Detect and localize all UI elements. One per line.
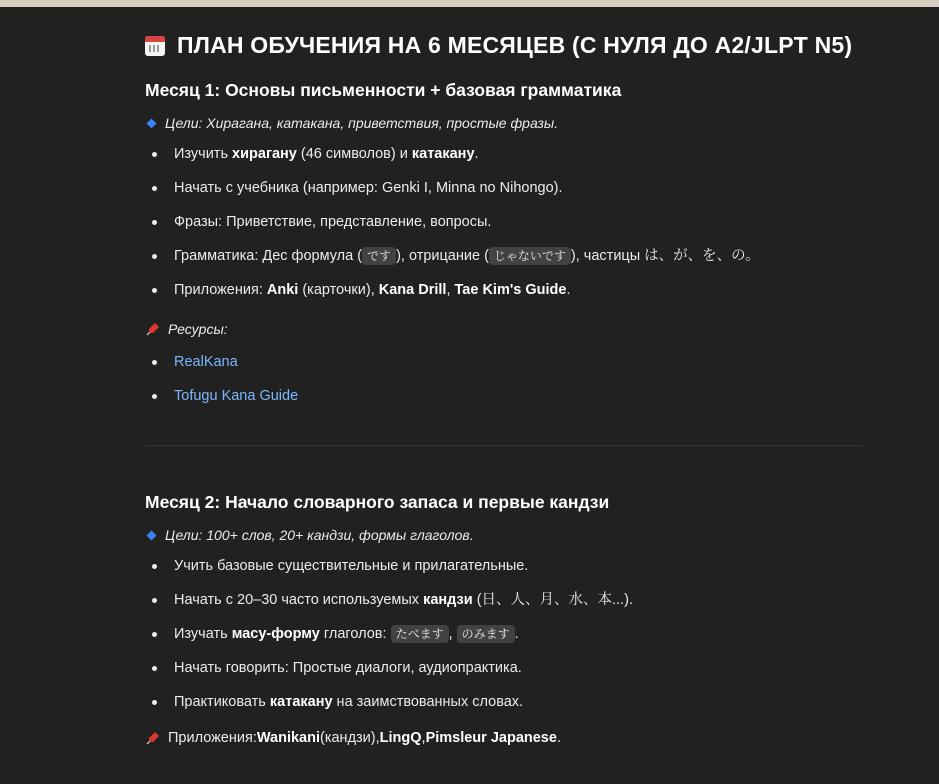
- inline-code: のみます: [457, 625, 515, 643]
- month1-goals: Цели: Хирагана, катакана, приветствия, простые фразы.: [145, 115, 865, 131]
- month1-list: [145, 137, 865, 307]
- section-divider: [145, 445, 863, 446]
- month2-heading: Месяц 2: Начало словарного запаса и первые кандзи: [145, 492, 610, 512]
- list-item: Начать говорить: Простые диалоги, аудиопрактика.: [145, 651, 865, 685]
- inline-code: じゃないです: [489, 247, 571, 265]
- list-item: Грамматика: Дес формула ( です ), отрицание ( じゃないです ), частицы は、が、を、の。: [145, 239, 865, 273]
- window-top-border: [0, 0, 939, 7]
- list-item: Учить базовые существительные и прилагательные.: [145, 549, 865, 583]
- month2-apps: Приложения: Wanikani (кандзи), LingQ , Pimsleur Japanese .: [145, 730, 865, 746]
- link-realkana[interactable]: RealKana: [174, 354, 238, 370]
- pushpin-icon: [145, 321, 161, 337]
- message-content: [145, 32, 865, 746]
- pushpin-icon: [145, 730, 161, 746]
- link-tofugu[interactable]: Tofugu Kana Guide: [174, 388, 299, 404]
- calendar-icon: [145, 36, 165, 56]
- page-title: [145, 32, 865, 59]
- list-item: Практиковать катакану на заимствованных словах.: [145, 685, 865, 719]
- list-item: Начать с 20–30 часто используемых кандзи (日、人、月、水、本...).: [145, 583, 865, 617]
- blue-diamond-icon: [147, 118, 157, 128]
- list-item: Приложения: Anki (карточки), Kana Drill, Tae Kim's Guide.: [145, 273, 865, 307]
- page-title-text: ПЛАН ОБУЧЕНИЯ НА 6 МЕСЯЦЕВ (С НУЛЯ ДО A2/JLPT N5): [177, 32, 853, 58]
- blue-diamond-icon: [147, 530, 157, 540]
- month2-list: [145, 549, 865, 719]
- month1-heading: Месяц 1: Основы письменности + базовая грамматика: [145, 80, 622, 100]
- inline-code: です: [362, 247, 396, 265]
- list-item: Фразы: Приветствие, представление, вопросы.: [145, 205, 865, 239]
- list-item: Изучить хирагану (46 символов) и катакану.: [145, 137, 865, 171]
- inline-code: たべます: [391, 625, 449, 643]
- month1-resources-label: Ресурсы:: [145, 321, 865, 337]
- list-item: [145, 379, 865, 413]
- list-item: Изучать масу-форму глаголов: たべます , のみます .: [145, 617, 865, 651]
- list-item: Начать с учебника (например: Genki I, Minna no Nihongo).: [145, 171, 865, 205]
- list-item: [145, 345, 865, 379]
- resource-links: [145, 345, 865, 413]
- month2-goals: Цели: 100+ слов, 20+ кандзи, формы глаголов.: [145, 527, 865, 543]
